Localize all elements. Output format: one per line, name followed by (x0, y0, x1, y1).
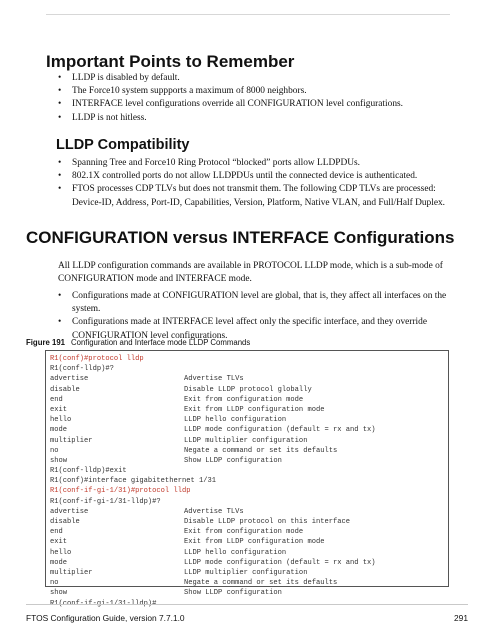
code-description: Exit from configuration mode (184, 528, 304, 537)
code-command: disable (50, 385, 80, 394)
code-command: end (50, 528, 63, 537)
code-line (50, 374, 448, 384)
section-title-important-points: Important Points to Remember (46, 52, 295, 71)
code-line (50, 588, 448, 598)
code-line (50, 385, 448, 395)
code-command: hello (50, 548, 72, 557)
code-description: Exit from LLDP configuration mode (184, 405, 325, 414)
code-description: LLDP hello configuration (184, 416, 287, 425)
code-command: end (50, 395, 63, 404)
code-line (50, 558, 448, 568)
code-command: show (50, 456, 68, 465)
code-command: multiplier (50, 436, 93, 445)
code-line (50, 425, 448, 435)
code-line (50, 456, 448, 466)
code-command: mode (50, 558, 68, 567)
code-description: LLDP multiplier configuration (184, 436, 308, 445)
code-line (50, 446, 448, 456)
code-description: LLDP mode configuration (default = rx and tx) (184, 426, 376, 435)
code-line (50, 537, 448, 547)
code-line: R1(conf-lldp)#exit (50, 467, 127, 476)
important-points-list (58, 72, 450, 125)
code-command: show (50, 589, 68, 598)
code-line: R1(conf-if-gi-1/31)#protocol lldp (50, 487, 191, 496)
compatibility-list (58, 157, 450, 210)
code-command: exit (50, 538, 68, 547)
code-command: multiplier (50, 568, 93, 577)
code-command: advertise (50, 507, 89, 516)
list-item: • Spanning Tree and Force10 Ring Protocol “blocked” ports allow LLDPDUs. (58, 157, 450, 170)
footer-guide-title: FTOS Configuration Guide, version 7.7.1.0 (26, 613, 185, 623)
code-line (50, 507, 448, 517)
code-command: mode (50, 426, 68, 435)
list-item: • LLDP is disabled by default. (58, 72, 450, 85)
list-item: • The Force10 system suppports a maximum of 8000 neighbors. (58, 85, 450, 98)
code-line (50, 395, 448, 405)
code-line (50, 405, 448, 415)
list-item: • Configurations made at INTERFACE level affect only the specific interface, and they override CONFIGURATION level configurations. (58, 316, 450, 342)
code-description: Negate a command or set its defaults (184, 446, 338, 455)
code-example-box (45, 350, 449, 608)
page-number: 291 (454, 613, 468, 623)
figure-caption-text: Configuration and Interface mode LLDP Commands (71, 338, 251, 347)
intro-paragraph: All LLDP configuration commands are available in PROTOCOL LLDP mode, which is a sub-mode of CONFIGURATION mode and INTERFACE mode. (58, 261, 443, 284)
code-command: advertise (50, 375, 89, 384)
code-line (50, 578, 448, 588)
code-line: R1(conf-if-gi-1/31-lldp)# (50, 599, 157, 608)
list-item: • 802.1X controlled ports do not allow LLDPDUs until the connected device is authenticated. (58, 170, 450, 183)
footer-rule (26, 604, 468, 605)
code-line: R1(conf)#interface gigabitethernet 1/31 (50, 477, 217, 486)
section-title-configuration-vs-interface: CONFIGURATION versus INTERFACE Configurations (26, 228, 455, 247)
code-description: Show LLDP configuration (184, 589, 282, 598)
code-description: Negate a command or set its defaults (184, 579, 338, 588)
top-rule (46, 14, 450, 15)
code-description: Exit from LLDP configuration mode (184, 538, 325, 547)
code-line (50, 568, 448, 578)
code-description: Disable LLDP protocol globally (184, 385, 312, 394)
code-line (50, 436, 448, 446)
code-description: Advertise TLVs (184, 507, 244, 516)
code-line: R1(conf)#protocol lldp (50, 355, 144, 363)
figure-label: Figure 191 (26, 338, 65, 347)
code-description: LLDP hello configuration (184, 548, 287, 557)
code-line: R1(conf-if-gi-1/31-lldp)#? (50, 497, 161, 506)
code-line (50, 527, 448, 537)
code-description: Disable LLDP protocol on this interface (184, 518, 351, 526)
list-item: • FTOS processes CDP TLVs but does not transmit them. The following CDP TLVs are processed: Device-ID, Address, Port-ID, Capabilities, Version, Platform, Native VLAN, and Full/Half Duplex. (58, 183, 450, 209)
code-description: Advertise TLVs (184, 375, 244, 384)
code-command: disable (50, 518, 80, 526)
code-description: Exit from configuration mode (184, 395, 304, 404)
code-line (50, 548, 448, 558)
figure-caption (26, 338, 250, 347)
code-line (50, 517, 448, 527)
code-command: no (50, 579, 59, 588)
list-item: • LLDP is not hitless. (58, 112, 450, 125)
section-title-lldp-compatibility: LLDP Compatibility (56, 137, 190, 153)
configuration-list (58, 290, 450, 343)
code-line (50, 415, 448, 425)
code-description: Show LLDP configuration (184, 456, 282, 465)
list-item: • INTERFACE level configurations override all CONFIGURATION level configurations. (58, 98, 450, 111)
code-command: exit (50, 405, 68, 414)
code-description: LLDP mode configuration (default = rx and tx) (184, 558, 376, 567)
list-item: • Configurations made at CONFIGURATION level are global, that is, they affect all interfaces on the system. (58, 290, 450, 316)
code-line: R1(conf-lldp)#? (50, 365, 114, 374)
code-command: hello (50, 416, 72, 425)
code-command: no (50, 446, 59, 455)
code-description: LLDP multiplier configuration (184, 568, 308, 577)
